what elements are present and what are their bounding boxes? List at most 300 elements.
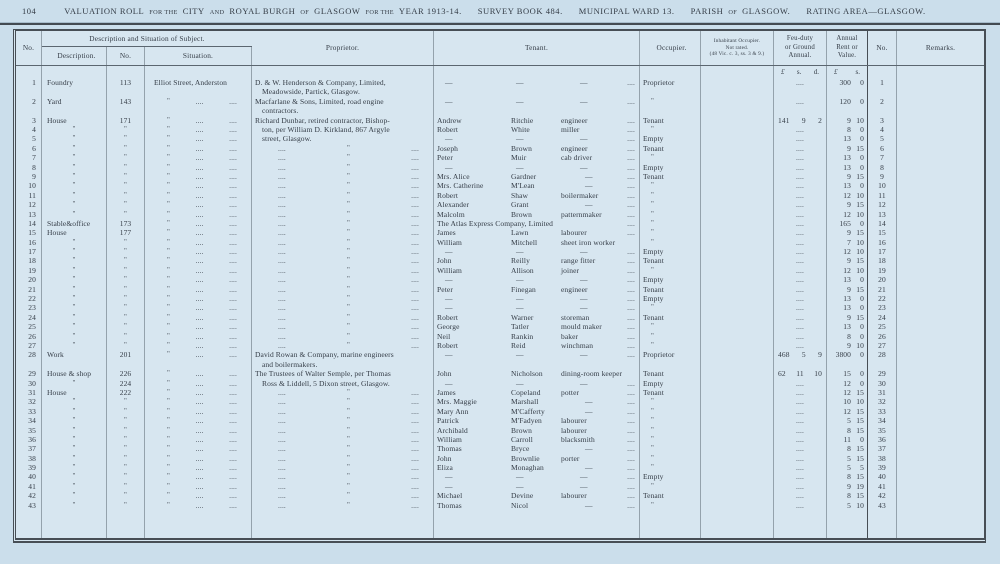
cell-annual-rent	[827, 200, 867, 209]
cell-remarks	[897, 210, 984, 219]
cell-tenant	[434, 266, 640, 275]
dots: ....	[278, 237, 286, 247]
cell-situation	[145, 163, 252, 172]
tenant-forename: John	[437, 256, 452, 266]
cell-annual-rent	[827, 134, 867, 143]
cell-proprietor	[252, 172, 434, 181]
dots: ....	[411, 218, 419, 228]
filler-cell	[640, 510, 701, 538]
cell-occupier: "	[640, 97, 701, 116]
proprietor-line: The Trustees of Walter Semple, per Thomas	[255, 369, 391, 379]
cell-occupier: Empty	[640, 134, 701, 143]
cell-annual-rent	[827, 379, 867, 388]
cell-annual-rent	[827, 163, 867, 172]
cell-row-number: 23	[16, 303, 42, 312]
cell-description: "	[42, 210, 107, 219]
dots: ....	[627, 303, 635, 313]
proprietor-line: and boilermakers.	[262, 359, 318, 369]
rent-shillings: 10	[856, 340, 864, 350]
table-row	[16, 482, 984, 491]
dots: ....	[627, 472, 635, 482]
cell-remarks	[897, 454, 984, 463]
dots: ....	[229, 472, 237, 482]
tenant-surname: —	[516, 162, 524, 172]
proprietor-line: ton, per William D. Kirkland, 867 Argyle	[262, 124, 390, 134]
dots: ....	[278, 190, 286, 200]
dots: ....	[278, 312, 286, 322]
rent-shillings: 15	[856, 200, 864, 210]
dots: ....	[627, 387, 635, 397]
tenant-occupation: —	[580, 275, 588, 285]
cell-occupier: "	[640, 482, 701, 491]
title-segment: OF	[728, 9, 738, 16]
dots: ....	[278, 275, 286, 285]
cell-occupier: "	[640, 219, 701, 228]
dots: ....	[411, 444, 419, 454]
cell-remarks	[897, 397, 984, 406]
dots: ....	[229, 387, 237, 397]
filler-cell	[252, 510, 434, 538]
cell-row-number-right: 14	[867, 219, 897, 228]
rent-pounds: 9	[847, 340, 851, 350]
tenant-occupation: —	[585, 397, 593, 407]
cell-row-number: 1	[16, 78, 42, 97]
cell-annual-rent	[827, 426, 867, 435]
cell-description: House & shop	[42, 369, 107, 378]
cell-feu-duty: ....	[774, 125, 827, 134]
cell-street-number: 173	[107, 219, 145, 228]
cell-annual-rent	[827, 275, 867, 284]
dots: ....	[627, 190, 635, 200]
cell-description: "	[42, 435, 107, 444]
cell-row-number: 19	[16, 266, 42, 275]
tenant-surname: Ritchie	[511, 115, 534, 125]
cell-street-number: 143	[107, 97, 145, 116]
dots: ....	[195, 463, 204, 473]
cell-row-number-right: 6	[867, 144, 897, 153]
tenant-surname: —	[516, 472, 524, 482]
title-segment: FOR THE	[149, 9, 178, 16]
dots: ....	[195, 218, 204, 228]
tenant-surname: Rankin	[511, 331, 534, 341]
dots: ....	[229, 218, 237, 228]
cell-annual-rent	[827, 472, 867, 481]
dots: ....	[195, 416, 204, 426]
cell-street-number: "	[107, 416, 145, 425]
tenant-surname: Allison	[511, 265, 534, 275]
dots: ....	[229, 209, 237, 219]
cell-description: "	[42, 407, 107, 416]
rent-shillings: 15	[856, 387, 864, 397]
table-row	[16, 181, 984, 190]
cell-inhabitant-occupier	[701, 369, 774, 378]
cell-situation	[145, 379, 252, 388]
cell-remarks	[897, 285, 984, 294]
cell-annual-rent	[827, 219, 867, 228]
cell-inhabitant-occupier	[701, 426, 774, 435]
cell-occupier: "	[640, 332, 701, 341]
cell-inhabitant-occupier	[701, 322, 774, 331]
cell-inhabitant-occupier	[701, 210, 774, 219]
cell-tenant	[434, 426, 640, 435]
cell-row-number-right: 23	[867, 303, 897, 312]
dots: ....	[229, 247, 237, 257]
dots: ....	[411, 331, 419, 341]
ditto-mark: "	[347, 340, 350, 349]
rent-shillings: 10	[856, 500, 864, 510]
cell-remarks	[897, 144, 984, 153]
cell-feu-duty: ....	[774, 266, 827, 275]
cell-occupier: Proprietor	[640, 350, 701, 369]
tenant-surname: —	[516, 481, 524, 491]
cell-row-number-right: 24	[867, 313, 897, 322]
cell-row-number: 2	[16, 97, 42, 116]
tenant-occupation: sheet iron worker	[561, 237, 616, 247]
cell-street-number: "	[107, 397, 145, 406]
cell-situation	[145, 97, 252, 116]
cell-description: "	[42, 144, 107, 153]
ditto-mark: "	[167, 378, 170, 387]
header-rent-line1: Annual	[836, 35, 858, 43]
table-row	[16, 350, 984, 369]
header-feu-line3: Annual.	[788, 52, 812, 60]
cell-description: Foundry	[42, 78, 107, 97]
tenant-occupation: winchman	[561, 340, 594, 350]
tenant-surname: —	[516, 96, 524, 106]
cell-row-number: 39	[16, 463, 42, 472]
tenant-occupation: blacksmith	[561, 434, 595, 444]
cell-proprietor	[252, 210, 434, 219]
cell-description: House	[42, 116, 107, 125]
tenant-occupation: —	[585, 181, 593, 191]
tenant-forename: Patrick	[437, 416, 459, 426]
rent-pounds: 13	[843, 294, 851, 304]
dots: ....	[195, 200, 204, 210]
cell-situation	[145, 266, 252, 275]
feu-currency-units	[774, 66, 827, 78]
tenant-forename: Michael	[437, 491, 463, 501]
tenant-forename: Robert	[437, 190, 459, 200]
cell-feu-duty: ....	[774, 313, 827, 322]
dots: ....	[411, 491, 419, 501]
table-row	[16, 172, 984, 181]
dots: ....	[229, 143, 237, 153]
dots: ....	[278, 181, 286, 191]
cell-tenant	[434, 341, 640, 350]
rent-shillings: 15	[856, 171, 864, 181]
ditto-mark: "	[167, 134, 170, 143]
tenant-forename: —	[445, 134, 453, 144]
cell-remarks	[897, 482, 984, 491]
cell-remarks	[897, 78, 984, 97]
rent-shillings: 0	[860, 434, 864, 444]
dots: ....	[278, 425, 286, 435]
dots: ....	[627, 256, 635, 266]
ditto-mark: "	[167, 181, 170, 190]
cell-proprietor	[252, 322, 434, 331]
cell-proprietor	[252, 482, 434, 491]
cell-row-number: 8	[16, 163, 42, 172]
cell-tenant	[434, 144, 640, 153]
cell-tenant	[434, 247, 640, 256]
tenant-forename: Robert	[437, 124, 459, 134]
dots: ....	[411, 303, 419, 313]
tenant-surname: —	[516, 78, 524, 87]
cell-inhabitant-occupier	[701, 501, 774, 510]
title-segment: PARISH	[690, 6, 724, 16]
cell-row-number-right: 36	[867, 435, 897, 444]
table-row	[16, 200, 984, 209]
currency-spacer	[107, 66, 145, 78]
table-row	[16, 219, 984, 228]
cell-tenant	[434, 454, 640, 463]
cell-occupier: Empty	[640, 472, 701, 481]
cell-occupier: Tenant	[640, 172, 701, 181]
cell-remarks	[897, 238, 984, 247]
dots: ....	[229, 444, 237, 454]
dots: ....	[229, 331, 237, 341]
cell-situation	[145, 454, 252, 463]
cell-tenant	[434, 275, 640, 284]
dots: ....	[627, 444, 635, 454]
rent-pounds: 13	[843, 162, 851, 172]
header-occupier: Occupier.	[640, 31, 701, 65]
ditto-mark: "	[167, 397, 170, 406]
cell-inhabitant-occupier	[701, 379, 774, 388]
cell-remarks	[897, 313, 984, 322]
ditto-mark: "	[347, 491, 350, 500]
header-description-group-title: Description and Situation of Subject.	[42, 31, 252, 47]
cell-proprietor	[252, 294, 434, 303]
tenant-surname: —	[516, 275, 524, 285]
ditto-mark: "	[347, 472, 350, 481]
cell-annual-rent	[827, 303, 867, 312]
rent-pounds: 13	[843, 153, 851, 163]
title-segment: OF	[300, 9, 310, 16]
rent-currency-units	[827, 66, 867, 78]
ditto-mark: "	[347, 434, 350, 443]
table-row	[16, 454, 984, 463]
rent-shillings: 15	[856, 416, 864, 426]
dots: ....	[195, 294, 204, 304]
tenant-surname: Carroll	[511, 434, 533, 444]
cell-proprietor	[252, 472, 434, 481]
cell-proprietor	[252, 116, 434, 125]
cell-tenant	[434, 379, 640, 388]
rent-shillings: 0	[860, 218, 864, 228]
cell-situation: Elliot Street, Anderston	[145, 78, 252, 97]
dots: ....	[627, 247, 635, 257]
dots: ....	[411, 322, 419, 332]
cell-proprietor	[252, 191, 434, 200]
cell-situation	[145, 388, 252, 397]
cell-proprietor	[252, 463, 434, 472]
ditto-mark: "	[347, 294, 350, 303]
cell-row-number-right: 5	[867, 134, 897, 143]
dots: ....	[229, 340, 237, 350]
dots: ....	[195, 378, 204, 388]
ditto-mark: "	[167, 350, 170, 359]
tenant-company: The Atlas Express Company, Limited	[437, 218, 554, 228]
cell-description: "	[42, 125, 107, 134]
cell-remarks	[897, 388, 984, 397]
cell-row-number: 43	[16, 501, 42, 510]
rent-shillings: 15	[856, 425, 864, 435]
dots: ....	[411, 340, 419, 350]
header-rent-line2: Rent or	[836, 43, 858, 51]
ditto-mark: "	[167, 275, 170, 284]
dots: ....	[627, 171, 635, 181]
rent-shillings: 0	[860, 78, 864, 87]
cell-feu-duty: ....	[774, 332, 827, 341]
cell-description: Stable&office	[42, 219, 107, 228]
cell-tenant	[434, 153, 640, 162]
tenant-occupation: range fitter	[561, 256, 596, 266]
cell-proprietor	[252, 397, 434, 406]
cell-inhabitant-occupier	[701, 275, 774, 284]
cell-description: "	[42, 285, 107, 294]
cell-annual-rent	[827, 322, 867, 331]
dots: ....	[627, 425, 635, 435]
rent-shillings: 0	[860, 369, 864, 379]
tenant-occupation: —	[580, 303, 588, 313]
cell-tenant	[434, 78, 640, 97]
cell-row-number-right: 40	[867, 472, 897, 481]
cell-row-number: 25	[16, 322, 42, 331]
table-header	[16, 31, 984, 66]
dots: ....	[278, 153, 286, 163]
cell-annual-rent	[827, 238, 867, 247]
cell-remarks	[897, 369, 984, 378]
dots: ....	[229, 500, 237, 510]
tenant-forename: Andrew	[437, 115, 462, 125]
rent-shillings: 0	[860, 153, 864, 163]
tenant-surname: M'Fadyen	[511, 416, 542, 426]
rent-shillings: 0	[860, 162, 864, 172]
cell-feu-duty: ....	[774, 219, 827, 228]
cell-description: "	[42, 501, 107, 510]
cell-street-number: "	[107, 200, 145, 209]
cell-row-number: 5	[16, 134, 42, 143]
cell-proprietor	[252, 341, 434, 350]
dots: ....	[195, 472, 204, 482]
dots: ....	[627, 143, 635, 153]
tenant-forename: Archibald	[437, 425, 468, 435]
cell-annual-rent	[827, 407, 867, 416]
cell-situation	[145, 303, 252, 312]
cell-situation	[145, 332, 252, 341]
dots: ....	[627, 153, 635, 163]
rent-shillings: 10	[856, 237, 864, 247]
dots: ....	[411, 228, 419, 238]
tenant-occupation: —	[580, 294, 588, 304]
cell-remarks	[897, 247, 984, 256]
cell-remarks	[897, 426, 984, 435]
dots: ....	[229, 284, 237, 294]
rent-shillings: 15	[856, 491, 864, 501]
tenant-surname: Finegan	[511, 284, 536, 294]
cell-tenant	[434, 444, 640, 453]
cell-description: "	[42, 444, 107, 453]
tenant-occupation: porter	[561, 453, 580, 463]
ditto-mark: "	[167, 500, 170, 509]
shilling-unit: s.	[796, 68, 802, 76]
ditto-mark: "	[167, 190, 170, 199]
tenant-forename: —	[445, 378, 453, 388]
rent-shillings: 0	[860, 331, 864, 341]
cell-tenant	[434, 332, 640, 341]
dots: ....	[411, 294, 419, 304]
ditto-mark: "	[167, 312, 170, 321]
cell-proprietor	[252, 275, 434, 284]
ditto-mark: "	[347, 153, 350, 162]
ditto-mark: "	[167, 472, 170, 481]
rent-pounds: 8	[847, 472, 851, 482]
cell-annual-rent	[827, 97, 867, 116]
tenant-forename: William	[437, 237, 462, 247]
cell-situation	[145, 444, 252, 453]
table-row	[16, 407, 984, 416]
tenant-occupation: —	[585, 463, 593, 473]
cell-occupier: "	[640, 341, 701, 350]
cell-row-number-right: 18	[867, 256, 897, 265]
ditto-mark: "	[347, 237, 350, 246]
tenant-occupation: —	[585, 171, 593, 181]
cell-row-number: 28	[16, 350, 42, 369]
cell-annual-rent	[827, 78, 867, 97]
cell-row-number: 29	[16, 369, 42, 378]
cell-street-number: "	[107, 266, 145, 275]
title-segment: RATING AREA—GLASGOW.	[806, 6, 926, 16]
cell-inhabitant-occupier	[701, 247, 774, 256]
cell-annual-rent	[827, 341, 867, 350]
cell-inhabitant-occupier	[701, 454, 774, 463]
cell-row-number: 9	[16, 172, 42, 181]
dots: ....	[278, 200, 286, 210]
tenant-surname: Monaghan	[511, 463, 544, 473]
tenant-occupation: —	[580, 378, 588, 388]
cell-description: "	[42, 426, 107, 435]
cell-row-number-right: 30	[867, 379, 897, 388]
cell-street-number: "	[107, 482, 145, 491]
cell-description: "	[42, 191, 107, 200]
cell-feu-duty: ....	[774, 200, 827, 209]
dots: ....	[229, 491, 237, 501]
cell-street-number: "	[107, 303, 145, 312]
cell-street-number: "	[107, 275, 145, 284]
rent-pounds: 12	[843, 265, 851, 275]
dots: ....	[627, 78, 635, 87]
cell-proprietor	[252, 247, 434, 256]
dots: ....	[229, 171, 237, 181]
rent-pounds: 120	[839, 96, 851, 106]
ditto-mark: "	[167, 124, 170, 133]
header-inhabitant-occupier	[701, 31, 774, 65]
dots: ....	[411, 481, 419, 491]
cell-row-number-right: 15	[867, 228, 897, 237]
cell-proprietor	[252, 134, 434, 143]
cell-annual-rent	[827, 125, 867, 134]
cell-inhabitant-occupier	[701, 266, 774, 275]
proprietor-line: contractors.	[262, 106, 299, 116]
tenant-occupation: dining-room keeper	[561, 369, 623, 379]
tenant-forename: James	[437, 387, 456, 397]
cell-description: "	[42, 294, 107, 303]
dots: ....	[278, 303, 286, 313]
dots: ....	[278, 387, 286, 397]
tenant-occupation: engineer	[561, 284, 588, 294]
cell-tenant	[434, 97, 640, 116]
